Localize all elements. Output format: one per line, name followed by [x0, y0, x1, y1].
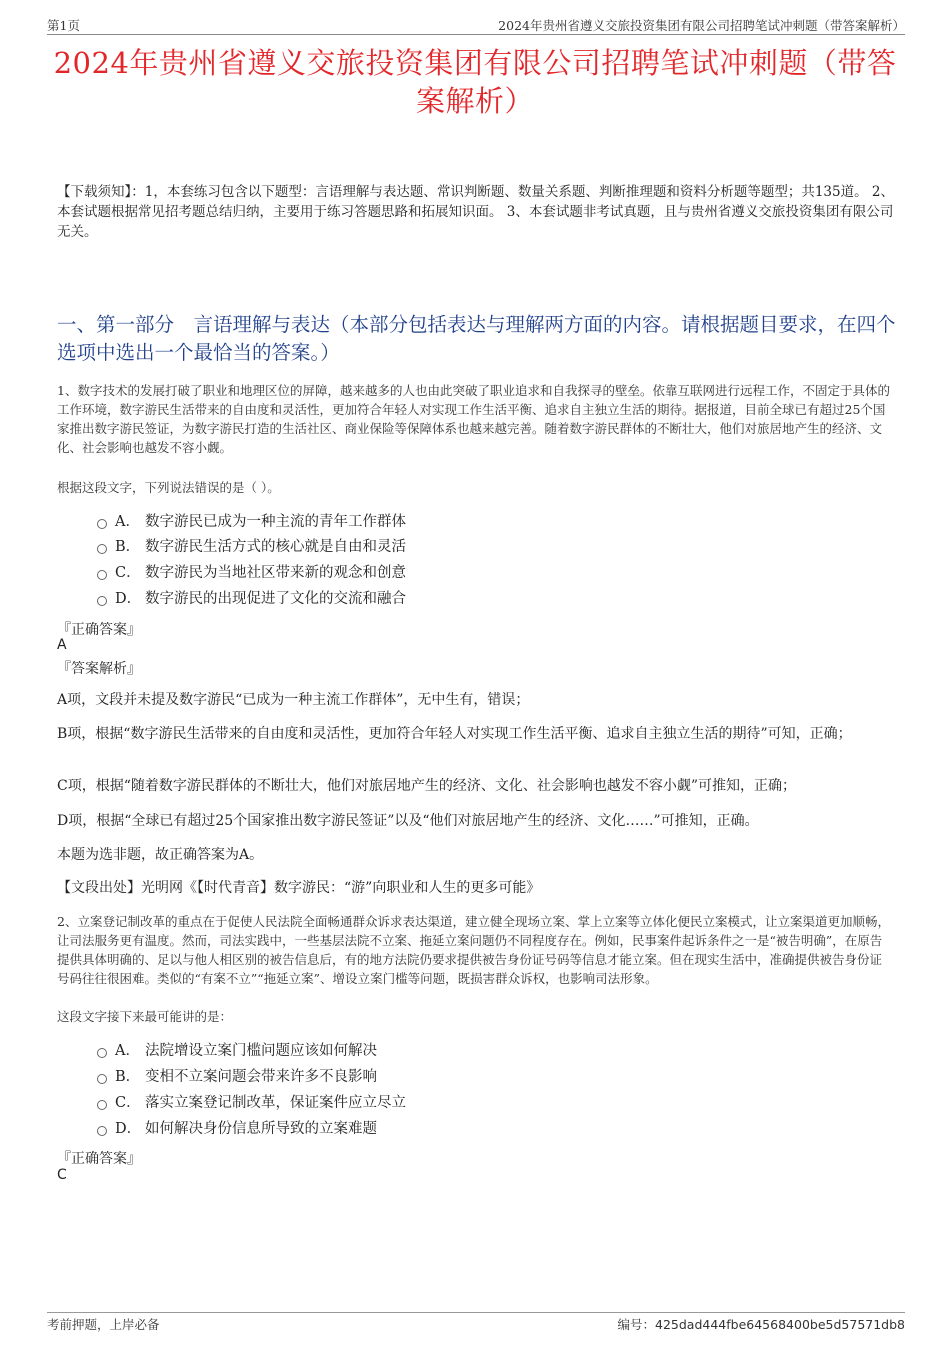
footer-code [617, 1315, 905, 1333]
question-1-option-c[interactable] [97, 562, 406, 584]
radio-icon[interactable] [97, 519, 107, 529]
section-heading: 一、第一部分 言语理解与表达（本部分包括表达与理解两方面的内容。请根据题目要求，在四个选项中选出一个最恰当的答案。） [57, 313, 896, 364]
option-text: 数字游民生活方式的核心就是自由和灵活 [145, 539, 406, 555]
question-1-source: 【文段出处】光明网《【时代青音】数字游民：“游”向职业和人生的更多可能》 [57, 880, 541, 896]
question-2-text: 2、立案登记制改革的重点在于促使人民法院全面畅通群众诉求表达渠道，建立健全现场立案、掌上立案等立体化便民立案模式，让立案渠道更加顺畅，让司法服务更有温度。然而，司法实践中，一些基层法院不立案、拖延立案问题仍不同程度存在。例如，民事案件起诉条件之一是“被告明确”，在原告提供具体明确的、足以与他人相区别的被告信息后，有的地方法院仍要求提供被告身份证号码等信息才能立案。但在现实生活中，准确提供被告身份证号码往往很困难。类似的“有案不立”“拖延立案”、增设立案门槛等问题，既损害群众诉权，也影响司法形象。 [57, 914, 890, 986]
analysis-conclusion: 本题为选非题，故正确答案为A。 [57, 847, 264, 863]
radio-icon[interactable] [97, 1100, 107, 1110]
option-letter: B． [115, 539, 141, 555]
question-2-option-c[interactable] [97, 1092, 406, 1114]
option-text: 数字游民为当地社区带来新的观念和创意 [145, 565, 406, 581]
header-doc-title: 2024年贵州省遵义交旅投资集团有限公司招聘笔试冲刺题（带答案解析） [498, 18, 905, 33]
option-text: 变相不立案问题会带来许多不良影响 [145, 1069, 377, 1085]
option-text: 法院增设立案门槛问题应该如何解决 [145, 1043, 377, 1059]
question-1-option-a[interactable] [97, 511, 406, 533]
question-2-option-d[interactable] [97, 1118, 377, 1140]
question-1-text: 1、数字技术的发展打破了职业和地理区位的屏障，越来越多的人也由此突破了职业追求和自我探寻的壁垒。依靠互联网进行远程工作，不固定于具体的工作环境，数字游民生活带来的自由度和灵活性，更加符合年轻人对实现工作生活平衡、追求自主独立生活的期待。据报道，目前全球已有超过25个国家推出数字游民签证，为数字游民打造的生活社区、商业保险等保障体系也越来越完善。随着数字游民群体的不断壮大，他们对旅居地产生的经济、文化、社会影响也越发不容小觑。 [57, 383, 890, 455]
option-text: 数字游民已成为一种主流的青年工作群体 [145, 514, 406, 530]
question-1-option-d[interactable] [97, 588, 406, 610]
radio-icon[interactable] [97, 570, 107, 580]
question-1-option-b[interactable] [97, 536, 406, 558]
option-letter: B． [115, 1069, 141, 1085]
radio-icon[interactable] [97, 544, 107, 554]
question-1-analysis-label: 『答案解析』 [57, 661, 141, 677]
analysis-item-d: D项，根据“全球已有超过25个国家推出数字游民签证”以及“他们对旅居地产生的经济、文化……”可推知，正确。 [57, 813, 759, 829]
analysis-item-b: B项，根据“数字游民生活带来的自由度和灵活性，更加符合年轻人对实现工作生活平衡、追求自主独立生活的期待”可知，正确； [57, 726, 852, 742]
radio-icon[interactable] [97, 1126, 107, 1136]
radio-icon[interactable] [97, 1074, 107, 1084]
document-title: 2024年贵州省遵义交旅投资集团有限公司招聘笔试冲刺题（带答案解析） [53, 46, 897, 118]
question-2-answer: C [57, 1167, 67, 1183]
page-footer [47, 1312, 905, 1333]
page-header [47, 14, 905, 35]
question-1-answer-label: 『正确答案』 [57, 622, 141, 638]
analysis-item-a: A项，文段并未提及数字游民“已成为一种主流工作群体”，无中生有，错误； [57, 692, 530, 708]
question-1-answer: A [57, 637, 67, 653]
question-2-answer-label: 『正确答案』 [57, 1151, 141, 1167]
question-2-option-b[interactable] [97, 1066, 377, 1088]
footer-slogan: 考前押题，上岸必备 [47, 1317, 160, 1332]
option-text: 落实立案登记制改革，保证案件应立尽立 [145, 1095, 406, 1111]
page-number: 第1页 [47, 18, 80, 33]
question-2-option-a[interactable] [97, 1040, 377, 1062]
question-1-prompt: 根据这段文字，下列说法错误的是（ ）。 [57, 480, 280, 495]
footer-code-value: 425dad444fbe64568400be5d57571db8 [655, 1317, 905, 1332]
option-letter: C． [115, 565, 141, 581]
option-letter: A． [115, 1043, 140, 1059]
download-notice: 【下载须知】：1，本套练习包含以下题型：言语理解与表达题、常识判断题、数量关系题、判断推理题和资料分析题等题型；共135道。 2、本套试题根据常见招考题总结归纳，主要用于练习答题思路和拓展知识面。 3、本套试题非考试真题，且与贵州省遵义交旅投资集团有限公司无关。 [57, 184, 894, 240]
option-letter: A． [115, 514, 140, 530]
option-letter: D． [115, 591, 142, 607]
option-letter: C． [115, 1095, 141, 1111]
option-text: 数字游民的出现促进了文化的交流和融合 [145, 591, 406, 607]
analysis-item-c: C项，根据“随着数字游民群体的不断壮大，他们对旅居地产生的经济、文化、社会影响也越发不容小觑”可推知，正确； [57, 778, 797, 794]
radio-icon[interactable] [97, 596, 107, 606]
option-letter: D． [115, 1121, 142, 1137]
question-2-prompt: 这段文字接下来最可能讲的是： [57, 1009, 233, 1024]
option-text: 如何解决身份信息所导致的立案难题 [145, 1121, 377, 1137]
radio-icon[interactable] [97, 1048, 107, 1058]
footer-code-label: 编号： [617, 1317, 655, 1332]
